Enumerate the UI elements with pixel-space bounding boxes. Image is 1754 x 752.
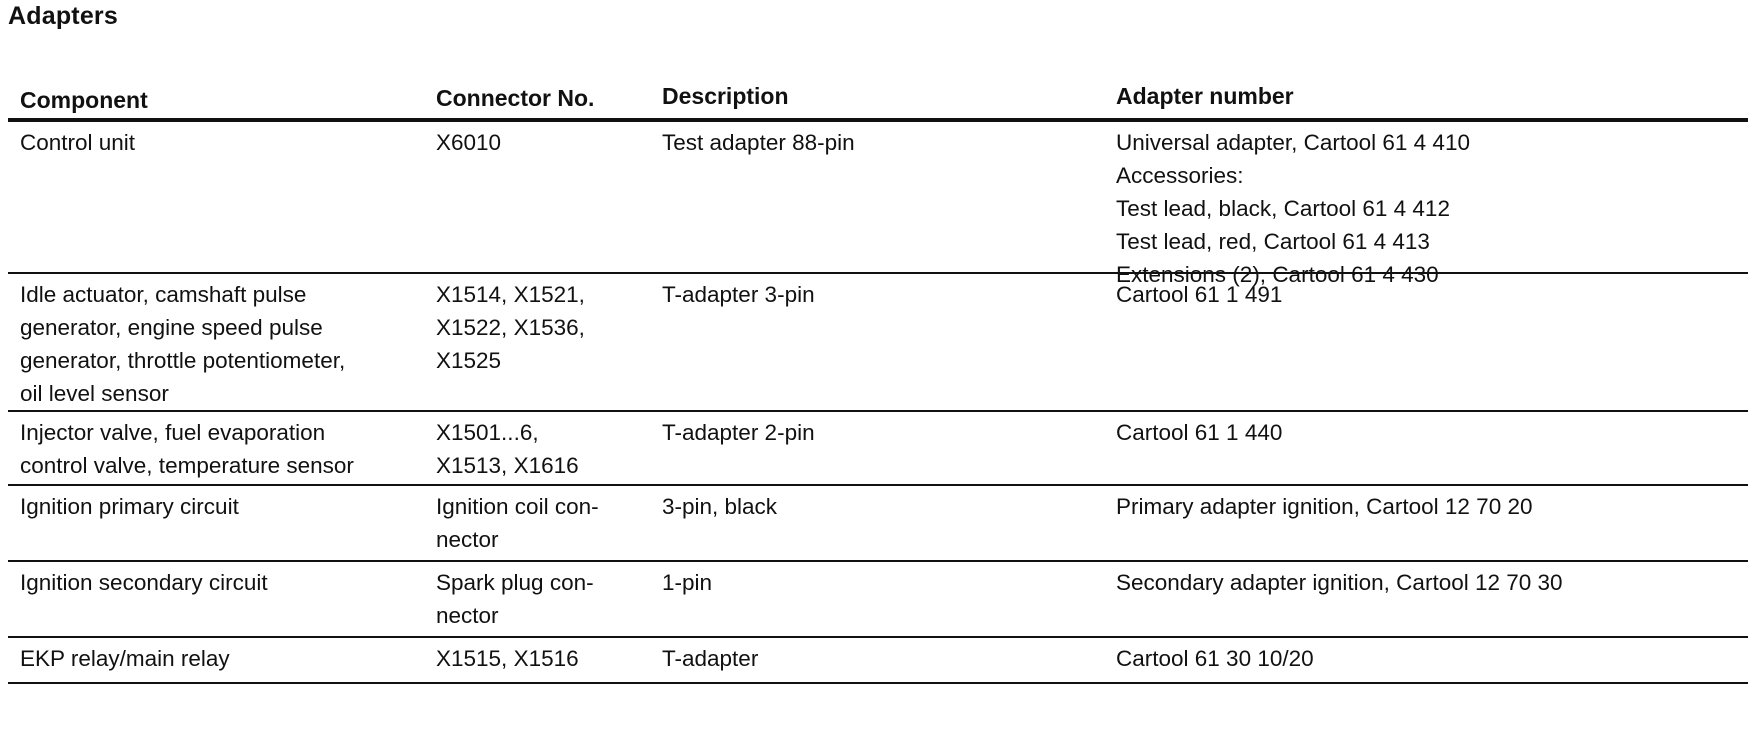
header-description: Description: [662, 83, 789, 109]
cell-description: T-adapter 2-pin: [662, 420, 815, 445]
cell-connector: X1515, X1516: [436, 646, 579, 671]
cell-adapter: Universal adapter, Cartool 61 4 410 Accessories: Test lead, black, Cartool 61 4 412 Test lead, red, Cartool 61 4 413 Extensions (2), Cartool 61 4 430: [1116, 130, 1470, 287]
cell-adapter: Cartool 61 1 491: [1116, 282, 1283, 307]
header-adapter-number: Adapter number: [1116, 83, 1294, 109]
cell-description: 3-pin, black: [662, 494, 778, 519]
cell-component: Injector valve, fuel evaporation control valve, temperature sensor: [20, 420, 354, 478]
cell-connector: X1501...6, X1513, X1616: [436, 420, 579, 478]
cell-component: Idle actuator, camshaft pulse generator, engine speed pulse generator, throttle potentiometer, oil level sensor: [20, 282, 346, 406]
cell-connector: Ignition coil con- nector: [436, 494, 599, 552]
cell-description: T-adapter 3-pin: [662, 282, 815, 307]
header-component: Component: [20, 87, 148, 113]
cell-description: Test adapter 88-pin: [662, 130, 855, 155]
table-row: [8, 562, 1748, 638]
cell-connector: X1514, X1521, X1522, X1536, X1525: [436, 282, 585, 373]
adapters-table: [8, 74, 1748, 684]
header-connector-no: Connector No.: [436, 85, 595, 111]
table-header: [8, 74, 1748, 122]
cell-description: 1-pin: [662, 570, 713, 595]
cell-connector: X6010: [436, 130, 502, 155]
table-row: [8, 122, 1748, 287]
cell-component: Ignition secondary circuit: [20, 570, 268, 595]
table-row: [8, 274, 1748, 412]
table-row: [8, 638, 1748, 684]
cell-component: EKP relay/main relay: [20, 646, 230, 671]
cell-adapter: Cartool 61 1 440: [1116, 420, 1283, 445]
cell-component: Ignition primary circuit: [20, 494, 239, 519]
cell-adapter: Primary adapter ignition, Cartool 12 70 20: [1116, 494, 1533, 519]
cell-component: Control unit: [20, 130, 136, 155]
cell-connector: Spark plug con- nector: [436, 570, 594, 628]
page-title: Adapters: [8, 2, 118, 30]
cell-adapter: Secondary adapter ignition, Cartool 12 70 30: [1116, 570, 1563, 595]
table-row: [8, 412, 1748, 486]
table-row: [8, 486, 1748, 562]
cell-description: T-adapter: [662, 646, 759, 671]
cell-adapter: Cartool 61 30 10/20: [1116, 646, 1314, 671]
